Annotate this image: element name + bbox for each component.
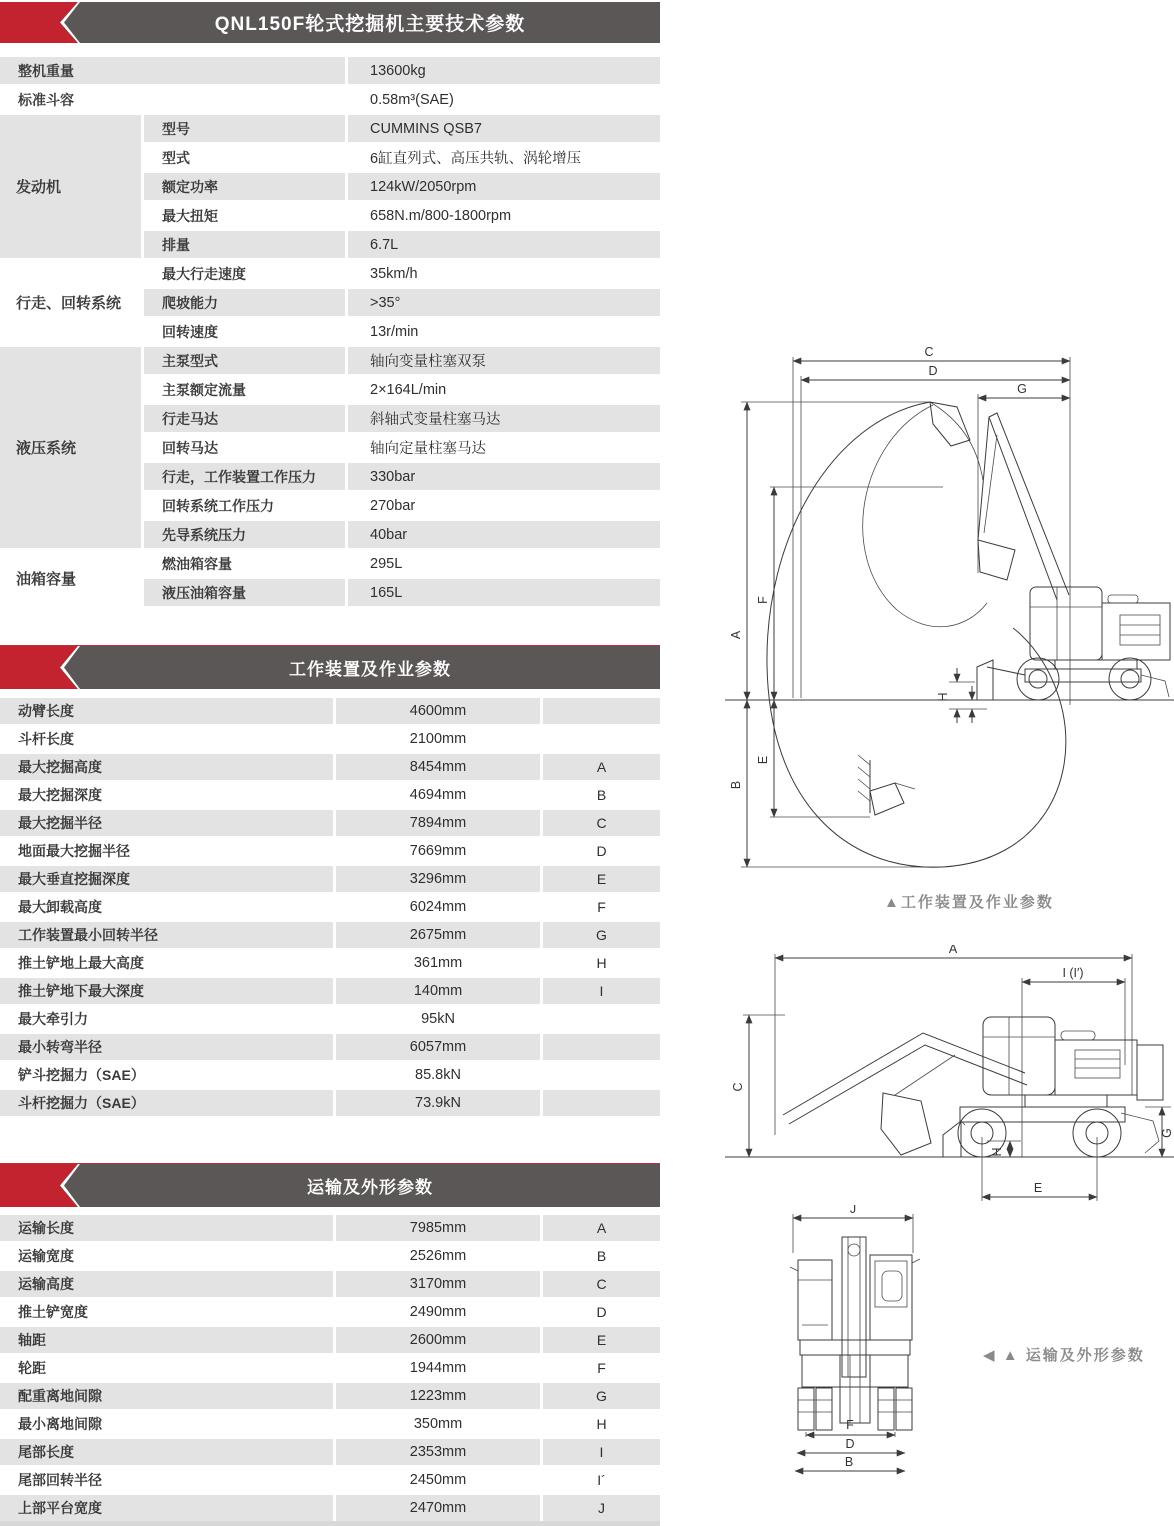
param-letter: B	[543, 1243, 660, 1269]
table-row	[0, 1034, 663, 1060]
dim-label-A2: A	[948, 945, 958, 956]
spec-label: 整机重量	[0, 57, 345, 84]
dim-label-B: B	[729, 780, 743, 790]
table-row	[144, 463, 663, 490]
param-letter: G	[543, 922, 660, 948]
table-row	[144, 579, 663, 606]
table-row	[0, 782, 663, 808]
spec-value: 330bar	[348, 463, 660, 490]
param-letter: I	[543, 1439, 660, 1465]
param-value: 7669mm	[336, 838, 540, 864]
param-label: 最小转弯半径	[0, 1034, 333, 1060]
param-letter: G	[543, 1383, 660, 1409]
param-letter: H	[543, 1411, 660, 1437]
spec-sublabel: 最大扭矩	[144, 202, 345, 229]
spec-value: 13r/min	[348, 318, 660, 345]
working-diagram-caption: ▲工作装置及作业参数	[884, 894, 1054, 911]
param-letter	[543, 1062, 660, 1088]
param-label: 轮距	[0, 1355, 333, 1381]
param-label: 运输长度	[0, 1215, 333, 1241]
table-row	[0, 1243, 663, 1269]
table-row	[0, 838, 663, 864]
param-label: 最大卸载高度	[0, 894, 333, 920]
param-letter: J	[543, 1495, 660, 1521]
spec-value: 658N.m/800-1800rpm	[348, 202, 660, 229]
spec-group-label: 发动机	[0, 115, 141, 258]
param-label: 最大挖掘深度	[0, 782, 333, 808]
spec-sublabel: 液压油箱容量	[144, 579, 345, 606]
param-letter	[543, 1090, 660, 1116]
dim-label-F3: F	[846, 1418, 854, 1432]
spec-sublabel: 主泵额定流量	[144, 376, 345, 403]
param-label: 推土铲地上最大高度	[0, 950, 333, 976]
spec-sublabel: 主泵型式	[144, 347, 345, 374]
spec-group-label: 行走、回转系统	[0, 260, 141, 345]
table-row	[0, 1006, 663, 1032]
table-row	[0, 1271, 663, 1297]
table-row	[0, 1467, 663, 1493]
table-row	[144, 173, 663, 200]
main-title-banner	[0, 2, 660, 43]
param-value: 2526mm	[336, 1243, 540, 1269]
param-label: 斗杆挖掘力（SAE）	[0, 1090, 333, 1116]
param-value: 3296mm	[336, 866, 540, 892]
working-range-diagram	[725, 345, 1174, 905]
transport-section-title: 运输及外形参数	[307, 1178, 433, 1197]
dim-label-A: A	[729, 630, 743, 640]
param-letter: E	[543, 1327, 660, 1353]
table-row	[0, 1411, 663, 1437]
table-row	[144, 434, 663, 461]
param-letter	[543, 726, 660, 752]
dim-label-D3: D	[845, 1437, 855, 1451]
table-bottom-strip	[0, 1521, 660, 1526]
table-row	[0, 1355, 663, 1381]
table-row	[0, 922, 663, 948]
param-value: 4694mm	[336, 782, 540, 808]
param-letter: D	[543, 838, 660, 864]
param-letter: I	[543, 978, 660, 1004]
param-label: 最大挖掘高度	[0, 754, 333, 780]
spec-sublabel: 爬坡能力	[144, 289, 345, 316]
spec-sublabel: 最大行走速度	[144, 260, 345, 287]
dim-label-C2: C	[731, 1082, 745, 1092]
param-label: 动臂长度	[0, 698, 333, 724]
param-label: 轴距	[0, 1327, 333, 1353]
param-label: 最大垂直挖掘深度	[0, 866, 333, 892]
spec-sublabel: 型号	[144, 115, 345, 142]
work-section-banner	[0, 645, 660, 689]
table-row	[144, 202, 663, 229]
param-letter: H	[543, 950, 660, 976]
table-row	[0, 1299, 663, 1325]
param-label: 工作装置最小回转半径	[0, 922, 333, 948]
spec-sublabel: 额定功率	[144, 173, 345, 200]
param-label: 地面最大挖掘半径	[0, 838, 333, 864]
dim-label-G: G	[1017, 382, 1027, 396]
param-label: 最大挖掘半径	[0, 810, 333, 836]
transport-diagram-caption: ◀ ▲ 运输及外形参数	[983, 1347, 1145, 1364]
spec-value: 270bar	[348, 492, 660, 519]
spec-sublabel: 行走，工作装置工作压力	[144, 463, 345, 490]
param-value: 4600mm	[336, 698, 540, 724]
param-letter: A	[543, 754, 660, 780]
spec-sublabel: 燃油箱容量	[144, 550, 345, 577]
param-label: 运输高度	[0, 1271, 333, 1297]
param-letter: C	[543, 1271, 660, 1297]
table-row	[0, 950, 663, 976]
dim-label-E2: E	[1033, 1181, 1043, 1195]
dim-label-I2: I (I′)	[1062, 966, 1084, 980]
spec-sublabel: 回转速度	[144, 318, 345, 345]
dim-label-B3: B	[844, 1455, 854, 1469]
table-row	[0, 754, 663, 780]
spec-group-label: 液压系统	[0, 347, 141, 548]
table-row	[0, 726, 663, 752]
table-row	[0, 1439, 663, 1465]
transport-section-banner	[0, 1163, 660, 1207]
param-value: 2470mm	[336, 1495, 540, 1521]
spec-value: 2×164L/min	[348, 376, 660, 403]
transport-params-table	[0, 1215, 660, 1523]
param-letter: B	[543, 782, 660, 808]
param-label: 配重离地间隙	[0, 1383, 333, 1409]
param-letter: F	[543, 894, 660, 920]
param-value: 2353mm	[336, 1439, 540, 1465]
param-value: 6057mm	[336, 1034, 540, 1060]
page-title: QNL150F轮式挖掘机主要技术参数	[214, 14, 526, 35]
work-params-table	[0, 698, 660, 1118]
table-row	[144, 550, 663, 577]
dim-label-H2: H	[990, 1147, 1004, 1157]
param-value: 2600mm	[336, 1327, 540, 1353]
param-letter: E	[543, 866, 660, 892]
table-row	[0, 1062, 663, 1088]
dim-label-C: C	[924, 345, 934, 359]
param-label: 尾部长度	[0, 1439, 333, 1465]
table-row	[0, 698, 663, 724]
param-value: 2100mm	[336, 726, 540, 752]
spec-sublabel: 排量	[144, 231, 345, 258]
spec-value: 斜轴式变量柱塞马达	[348, 405, 660, 432]
param-value: 7894mm	[336, 810, 540, 836]
param-label: 上部平台宽度	[0, 1495, 333, 1521]
table-row	[144, 521, 663, 548]
param-value: 95kN	[336, 1006, 540, 1032]
param-value: 8454mm	[336, 754, 540, 780]
dim-label-E: E	[756, 755, 770, 765]
param-value: 1944mm	[336, 1355, 540, 1381]
dim-label-J3: J	[849, 1205, 857, 1216]
param-value: 73.9kN	[336, 1090, 540, 1116]
param-label: 推土铲宽度	[0, 1299, 333, 1325]
spec-value: 165L	[348, 579, 660, 606]
param-letter: C	[543, 810, 660, 836]
spec-value: 13600kg	[348, 57, 660, 84]
param-value: 2450mm	[336, 1467, 540, 1493]
table-row	[144, 492, 663, 519]
table-row	[0, 1383, 663, 1409]
param-letter: A	[543, 1215, 660, 1241]
table-row	[144, 289, 663, 316]
spec-value: 6.7L	[348, 231, 660, 258]
table-row	[144, 231, 663, 258]
table-row	[0, 1327, 663, 1353]
spec-value: 轴向定量柱塞马达	[348, 434, 660, 461]
param-value: 2490mm	[336, 1299, 540, 1325]
param-letter: F	[543, 1355, 660, 1381]
param-value: 7985mm	[336, 1215, 540, 1241]
param-label: 最小离地间隙	[0, 1411, 333, 1437]
table-row	[0, 57, 663, 84]
spec-value: 40bar	[348, 521, 660, 548]
table-row	[144, 115, 663, 142]
table-row	[144, 405, 663, 432]
param-label: 最大牵引力	[0, 1006, 333, 1032]
spec-group-label: 油箱容量	[0, 550, 141, 606]
table-row	[0, 1215, 663, 1241]
dim-label-F: F	[756, 596, 770, 604]
param-letter: I´	[543, 1467, 660, 1493]
table-row	[0, 894, 663, 920]
table-row	[0, 866, 663, 892]
table-row	[144, 260, 663, 287]
param-value: 1223mm	[336, 1383, 540, 1409]
param-value: 3170mm	[336, 1271, 540, 1297]
table-row	[144, 318, 663, 345]
spec-value: 35km/h	[348, 260, 660, 287]
param-label: 尾部回转半径	[0, 1467, 333, 1493]
spec-value: 6缸直列式、高压共轨、涡轮增压	[348, 144, 660, 171]
transport-side-diagram	[725, 945, 1174, 1205]
param-value: 2675mm	[336, 922, 540, 948]
table-row	[144, 347, 663, 374]
param-label: 斗杆长度	[0, 726, 333, 752]
param-letter	[543, 1006, 660, 1032]
work-section-title: 工作装置及作业参数	[289, 660, 451, 679]
param-label: 运输宽度	[0, 1243, 333, 1269]
spec-value: 124kW/2050rpm	[348, 173, 660, 200]
spec-value: >35°	[348, 289, 660, 316]
spec-sublabel: 回转马达	[144, 434, 345, 461]
spec-sublabel: 行走马达	[144, 405, 345, 432]
param-label: 铲斗挖掘力（SAE）	[0, 1062, 333, 1088]
spec-sublabel: 型式	[144, 144, 345, 171]
dim-label-H: H	[936, 692, 950, 702]
spec-label: 标准斗容	[0, 86, 345, 113]
param-letter	[543, 698, 660, 724]
table-row	[0, 1090, 663, 1116]
table-row	[0, 86, 663, 113]
param-value: 350mm	[336, 1411, 540, 1437]
spec-value: 轴向变量柱塞双泵	[348, 347, 660, 374]
transport-rear-diagram	[770, 1205, 970, 1480]
table-row	[0, 810, 663, 836]
spec-value: CUMMINS QSB7	[348, 115, 660, 142]
param-letter: D	[543, 1299, 660, 1325]
dim-label-D: D	[928, 364, 938, 378]
main-spec-table	[0, 57, 660, 608]
param-value: 85.8kN	[336, 1062, 540, 1088]
spec-value: 0.58m³(SAE)	[348, 86, 660, 113]
param-value: 140mm	[336, 978, 540, 1004]
spec-value: 295L	[348, 550, 660, 577]
param-value: 6024mm	[336, 894, 540, 920]
table-row	[144, 376, 663, 403]
table-row	[0, 978, 663, 1004]
dim-label-G2: G	[1160, 1128, 1174, 1138]
param-label: 推土铲地下最大深度	[0, 978, 333, 1004]
table-row	[144, 144, 663, 171]
spec-sublabel: 回转系统工作压力	[144, 492, 345, 519]
param-value: 361mm	[336, 950, 540, 976]
table-row	[0, 1495, 663, 1521]
spec-sublabel: 先导系统压力	[144, 521, 345, 548]
param-letter	[543, 1034, 660, 1060]
